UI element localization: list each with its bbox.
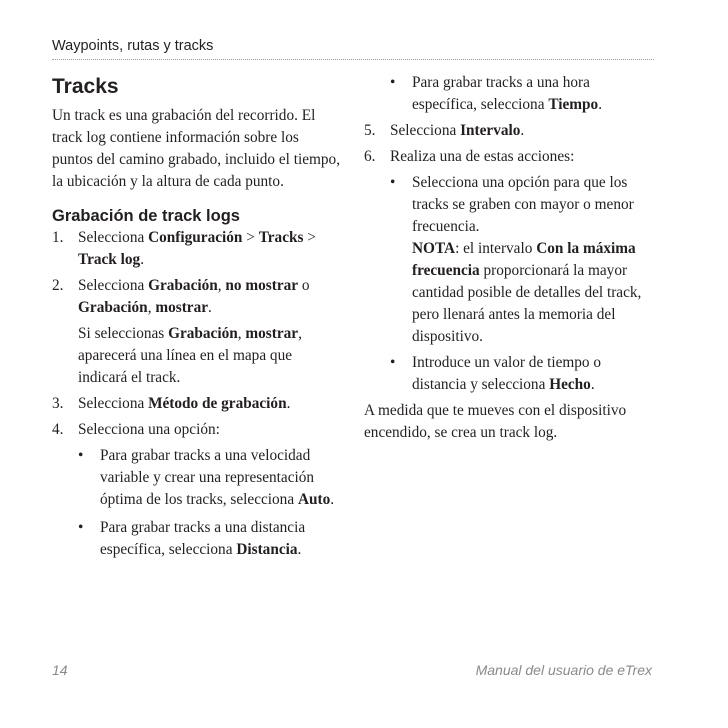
bullet-icon: • bbox=[390, 354, 396, 371]
step-note: Si seleccionas Grabación, mostrar, aparecerá una línea en el mapa que indicará el track. bbox=[78, 325, 302, 386]
step-5 bbox=[364, 120, 656, 142]
bullet-icon: • bbox=[78, 519, 84, 536]
bullet-icon: • bbox=[390, 174, 396, 191]
page-number: 14 bbox=[52, 662, 68, 678]
step-number: 3. bbox=[52, 395, 64, 412]
step-text: Selecciona Grabación, no mostrar o Grabación, mostrar. bbox=[78, 277, 310, 316]
right-column bbox=[364, 68, 656, 444]
bullet-text: Para grabar tracks a una velocidad variable y crear una representación óptima de los tracks, selecciona Auto. bbox=[100, 447, 335, 508]
step-4 bbox=[52, 419, 342, 441]
note: NOTA: el intervalo Con la máxima frecuencia proporcionará la mayor cantidad posible de detalles del track, pero llenará antes la memoria del dispositivo. bbox=[412, 240, 642, 345]
step-number: 2. bbox=[52, 277, 64, 294]
step-6 bbox=[364, 146, 656, 168]
step-text: Selecciona Configuración > Tracks > Track log. bbox=[78, 229, 316, 268]
step-3 bbox=[52, 393, 342, 415]
step-number: 5. bbox=[364, 122, 376, 139]
step-text: Selecciona una opción: bbox=[78, 421, 220, 438]
left-column bbox=[52, 68, 342, 561]
step-text: Realiza una de estas acciones: bbox=[390, 148, 575, 165]
bullet-item bbox=[386, 172, 656, 348]
closing-paragraph: A medida que te mueves con el dispositivo encendido, se crea un track log. bbox=[364, 402, 627, 441]
bullet-item bbox=[386, 72, 656, 116]
step-text: Selecciona Intervalo. bbox=[390, 122, 525, 139]
bullet-text: Para grabar tracks a una distancia específica, selecciona Distancia. bbox=[100, 519, 306, 558]
bullet-item bbox=[386, 352, 656, 396]
running-header: Waypoints, rutas y tracks bbox=[52, 38, 214, 54]
bullet-icon: • bbox=[78, 447, 84, 464]
bullet-item bbox=[74, 517, 342, 561]
bullet-text: Para grabar tracks a una hora específica, selecciona Tiempo. bbox=[412, 74, 603, 113]
step-2 bbox=[52, 275, 342, 389]
step-number: 6. bbox=[364, 148, 376, 165]
intro-paragraph: Un track es una grabación del recorrido. El track log contiene información sobre los puntos del camino grabado, incluido el tiempo, la ubicación y la altura de cada punto. bbox=[52, 107, 341, 190]
manual-title: Manual del usuario de eTrex bbox=[475, 662, 652, 678]
bullet-icon: • bbox=[390, 74, 396, 91]
subsection-title: Grabación de track logs bbox=[52, 207, 240, 225]
section-title: Tracks bbox=[52, 75, 119, 98]
step-number: 4. bbox=[52, 421, 64, 438]
bullet-text: Introduce un valor de tiempo o distancia y selecciona Hecho. bbox=[412, 354, 602, 393]
step-number: 1. bbox=[52, 229, 64, 246]
header-divider bbox=[52, 59, 654, 60]
bullet-item bbox=[74, 445, 342, 511]
step-1 bbox=[52, 227, 342, 271]
bullet-text: Selecciona una opción para que los tracks se graben con mayor o menor frecuencia. bbox=[412, 174, 634, 235]
step-text: Selecciona Método de grabación. bbox=[78, 395, 291, 412]
